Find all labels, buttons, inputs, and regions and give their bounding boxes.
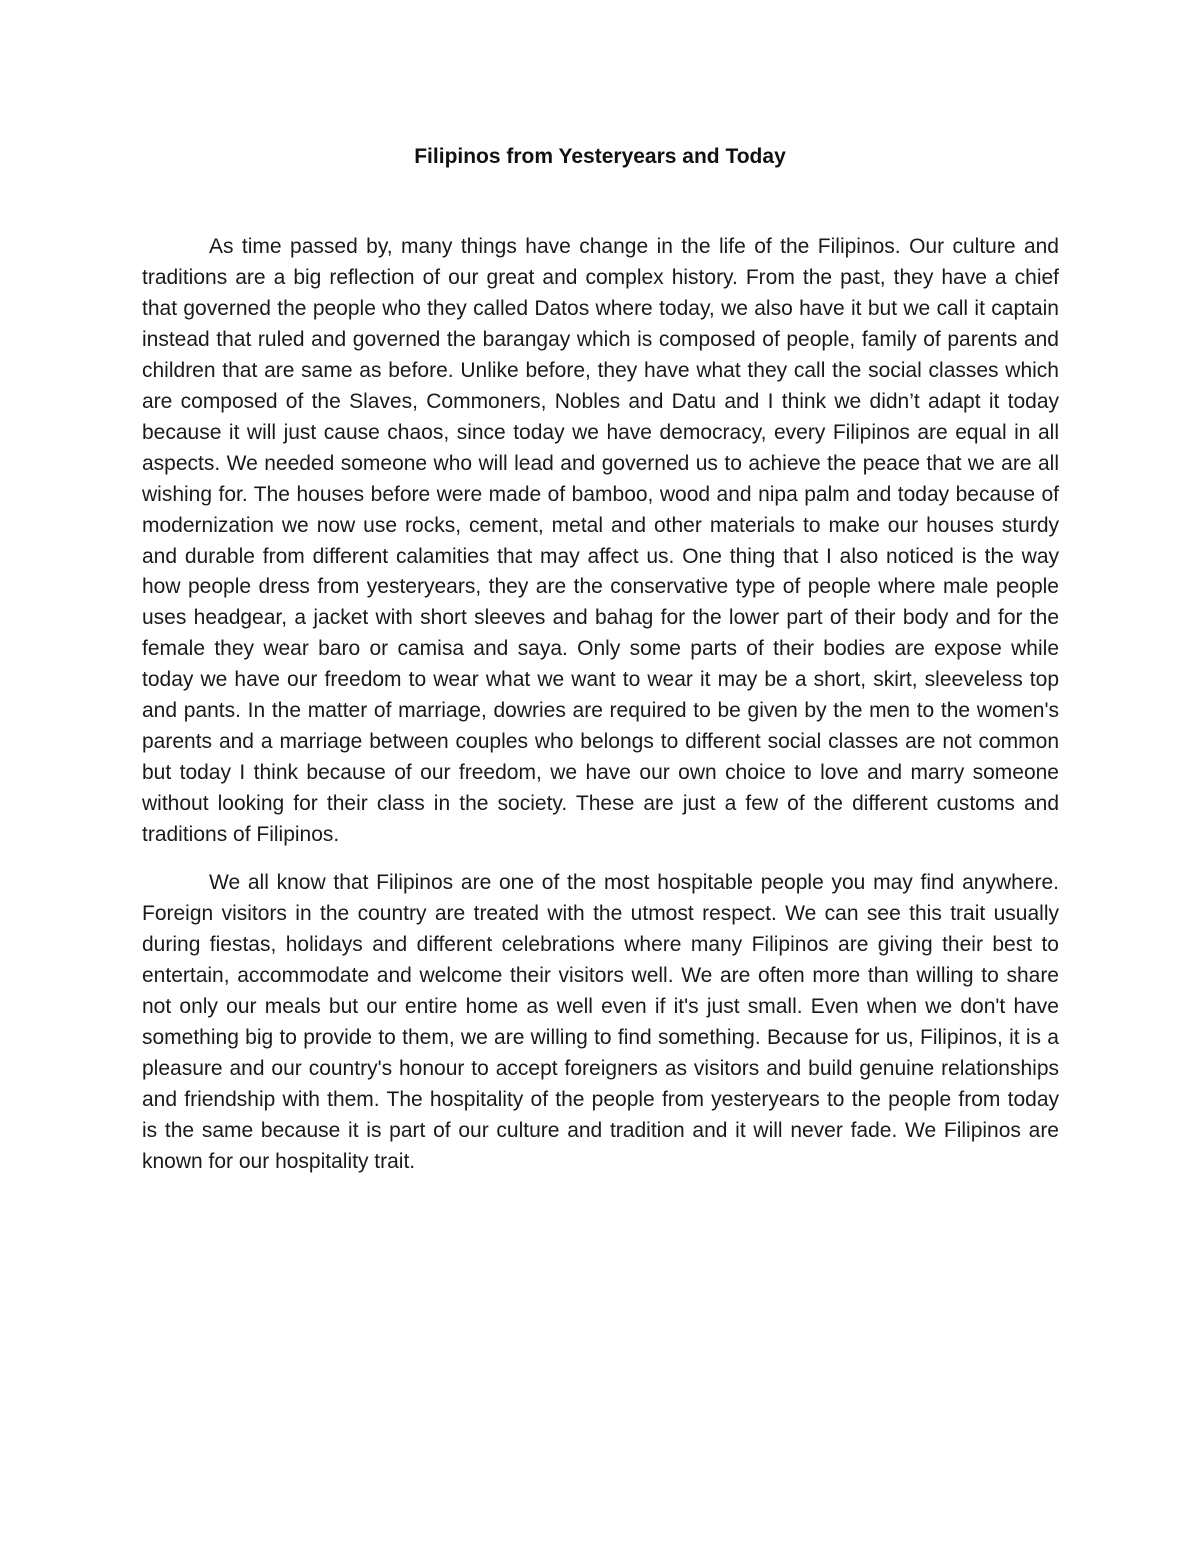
paragraph-customs-and-traditions: As time passed by, many things have change in the life of the Filipinos. Our culture and traditions are a big reflection of our great and complex history. From the past, they have a chief that governed the people who they called Datos where today, we also have it but we call it captain instead that ruled and governed the barangay which is composed of people, family of parents and children that are same as before. Unlike before, they have what they call the social classes which are composed of the Slaves, Commoners, Nobles and Datu and I think we didn’t adapt it today because it will just cause chaos, since today we have democracy, every Filipinos are equal in all aspects. We needed someone who will lead and governed us to achieve the peace that we are all wishing for. The houses before were made of bamboo, wood and nipa palm and today because of modernization we now use rocks, cement, metal and other materials to make our houses sturdy and durable from different calamities that may affect us. One thing that I also noticed is the way how people dress from yesteryears, they are the conservative type of people where male people uses headgear, a jacket with short sleeves and bahag for the lower part of their body and for the female they wear baro or camisa and saya. Only some parts of their bodies are expose while today we have our freedom to wear what we want to wear it may be a short, skirt, sleeveless top and pants. In the matter of marriage, dowries are required to be given by the men to the women's parents and a marriage between couples who belongs to different social classes are not common but today I think because of our freedom, we have our own choice to love and marry someone without looking for their class in the society. These are just a few of the different customs and traditions of Filipinos.	[142, 235, 1059, 847]
paragraph-hospitality: We all know that Filipinos are one of the most hospitable people you may find anywhere. Foreign visitors in the country are treated with the utmost respect. We can see this trait usually during fiestas, holidays and different celebrations where many Filipinos are giving their best to entertain, accommodate and welcome their visitors well. We are often more than willing to share not only our meals but our entire home as well even if it's just small. Even when we don't have something big to provide to them, we are willing to find something. Because for us, Filipinos, it is a pleasure and our country's honour to accept foreigners as visitors and build genuine relationships and friendship with them. The hospitality of the people from yesteryears to the people from today is the same because it is part of our culture and tradition and it will never fade. We Filipinos are known for our hospitality trait.	[142, 871, 1059, 1173]
document-title: Filipinos from Yesteryears and Today	[414, 145, 786, 168]
document-body	[142, 232, 1059, 1178]
